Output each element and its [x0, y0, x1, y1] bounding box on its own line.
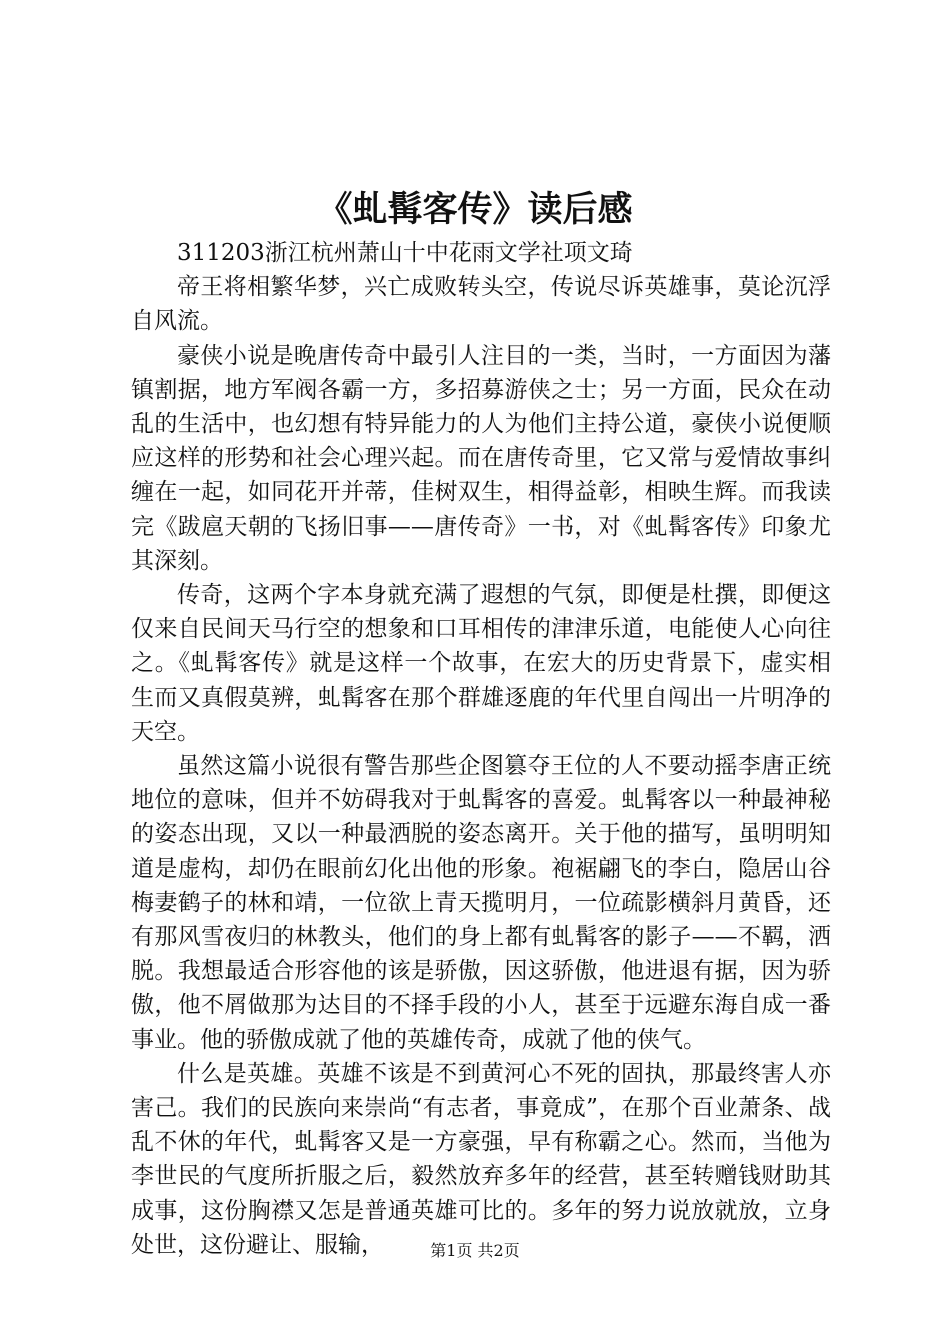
- paragraph: 传奇，这两个字本身就充满了遐想的气氛，即便是杜撰，即便这仅来自民间天马行空的想象和口耳相传的津津乐道，电能使人心向往之。《虬髯客传》就是这样一个故事，在宏大的历史背景下，虚实相生而又真假莫辨，虬髯客在那个群雄逐鹿的年代里自闯出一片明净的天空。: [131, 582, 831, 745]
- page-number-footer: 第1页 共2页: [430, 1241, 520, 1260]
- document-body: [131, 236, 831, 1262]
- paragraph: 豪侠小说是晚唐传奇中最引人注目的一类，当时，一方面因为藩镇割据，地方军阀各霸一方，多招募游侠之士；另一方面，民众在动乱的生活中，也幻想有特异能力的人为他们主持公道，豪侠小说便顺应这样的形势和社会心理兴起。而在唐传奇里，它又常与爱情故事纠缠在一起，如同花开并蒂，佳树双生，相得益彰，相映生辉。而我读完《跋扈天朝的飞扬旧事——唐传奇》一书，对《虬髯客传》印象尤其深刻。: [131, 342, 831, 574]
- paragraph: 帝王将相繁华梦，兴亡成败转头空，传说尽诉英雄事，莫论沉浮自风流。: [131, 274, 831, 335]
- document-title: 《虬髯客传》读后感: [317, 189, 633, 230]
- paragraph: 虽然这篇小说很有警告那些企图篡夺王位的人不要动摇李唐正统地位的意味，但并不妨碍我对于虬髯客的喜爱。虬髯客以一种最神秘的姿态出现，又以一种最洒脱的姿态离开。关于他的描写，虽明明知道是虚构，却仍在眼前幻化出他的形象。袍裾翩飞的李白，隐居山谷梅妻鹤子的林和靖，一位欲上青天揽明月，一位疏影横斜月黄昏，还有那风雪夜归的林教头，他们的身上都有虬髯客的影子——不羁，洒脱。我想最适合形容他的该是骄傲，因这骄傲，他进退有据，因为骄傲，他不屑做那为达目的不择手段的小人，甚至于远避东海自成一番事业。他的骄傲成就了他的英雄传奇，成就了他的侠气。: [131, 753, 831, 1053]
- author-line: 311203浙江杭州萧山十中花雨文学社项文琦: [177, 240, 633, 266]
- paragraph: 什么是英雄。英雄不该是不到黄河心不死的固执，那最终害人亦害己。我们的民族向来崇尚“有志者，事竟成”，在那个百业萧条、战乱不休的年代，虬髯客又是一方豪强，早有称霸之心。然而，当他为李世民的气度所折服之后，毅然放弃多年的经营，甚至转赠钱财助其成事，这份胸襟又怎是普通英雄可比的。多年的努力说放就放，立身处世，这份避让、服输，: [131, 1060, 831, 1258]
